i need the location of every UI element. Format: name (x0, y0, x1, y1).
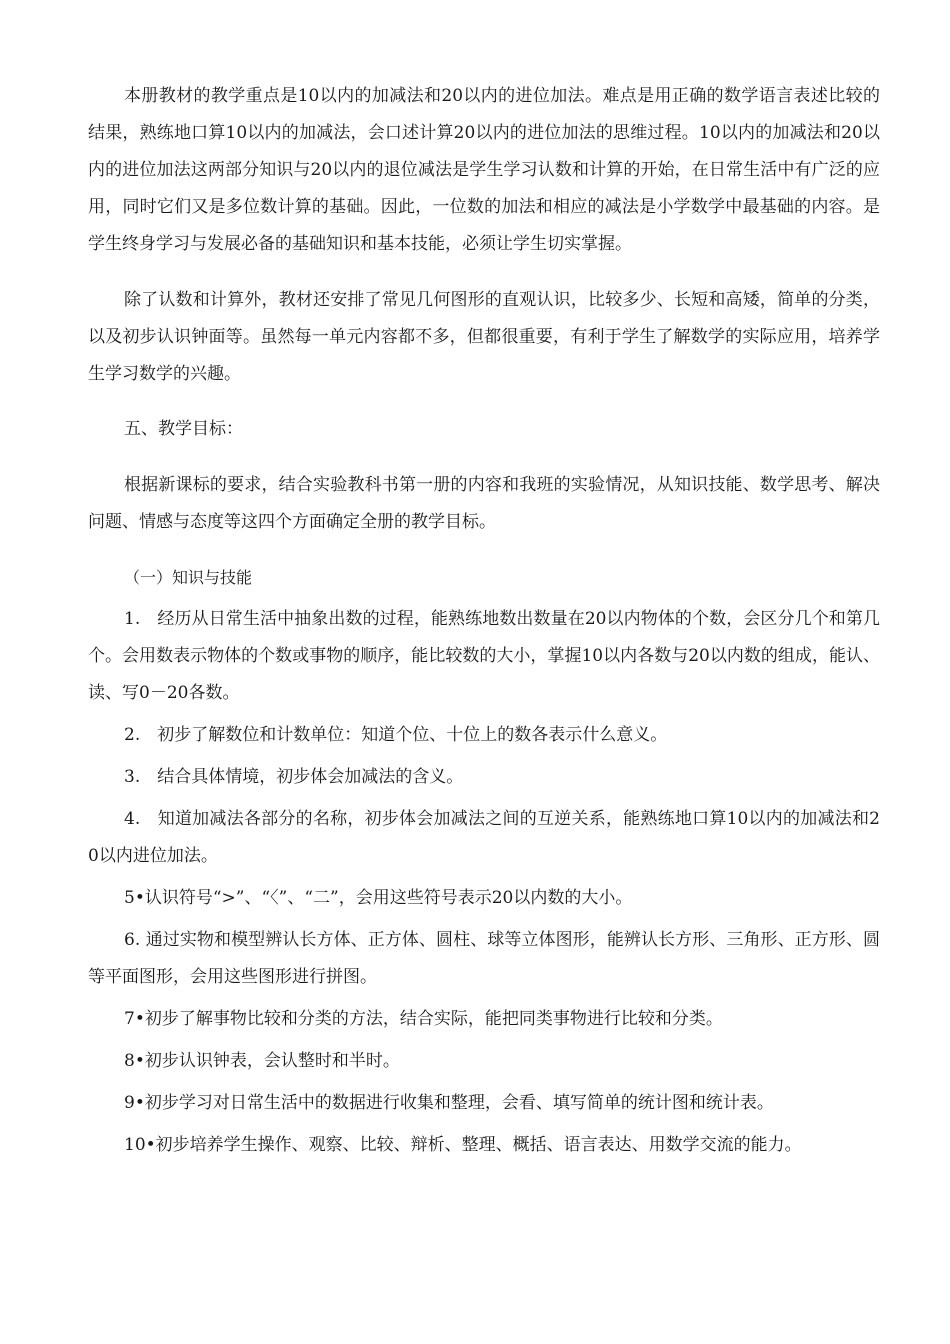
paragraph-teaching-focus: 本册教材的教学重点是10以内的加减法和20以内的进位加法。难点是用正确的数学语言表述比较的结果，熟练地口算10以内的加减法，会口述计算20以内的进位加法的思维过程。10以内的加减法和20以内的进位加法这两部分知识与20以内的退位减法是学生学习认数和计算的开始，在日常生活中有广泛的应用，同时它们又是多位数计算的基础。因此，一位数的加法和相应的减法是小学数学中最基础的内容。是学生终身学习与发展必备的基础知识和基本技能，必须让学生切实掌握。 (88, 86, 880, 254)
section-heading-teaching-goals: 五、教学目标： (124, 419, 243, 439)
list-item-5: 5•认识符号“>”、“〈”、“二”，会用这些符号表示20以内数的大小。 (124, 888, 633, 908)
list-item-4: 4. 知道加减法各部分的名称，初步体会加减法之间的互逆关系，能熟练地口算10以内的加减法和20以内进位加法。 (88, 809, 880, 866)
list-item-6: 6. 通过实物和模型辨认长方体、正方体、圆柱、球等立体图形，能辨认长方形、三角形、正方形、圆等平面图形，会用这些图形进行拼图。 (88, 930, 880, 987)
subheading-knowledge-skills: （一）知识与技能 (124, 568, 253, 587)
list-item-9: 9•初步学习对日常生活中的数据进行收集和整理，会看、填写简单的统计图和统计表。 (124, 1093, 774, 1113)
list-item-8: 8•初步认识钟表，会认整时和半时。 (124, 1051, 400, 1071)
list-item-2: 2. 初步了解数位和计数单位：知道个位、十位上的数各表示什么意义。 (124, 725, 668, 745)
list-item-7: 7•初步了解事物比较和分类的方法，结合实际，能把同类事物进行比较和分类。 (124, 1009, 723, 1029)
list-item-3: 3. 结合具体情境，初步体会加减法的含义。 (124, 767, 464, 787)
list-item-1: 1. 经历从日常生活中抽象出数的过程，能熟练地数出数量在20以内物体的个数，会区分几个和第几个。会用数表示物体的个数或事物的顺序，能比较数的大小，掌握10以内各数与20以内数的组成，能认、读、写0－20各数。 (88, 609, 880, 703)
list-item-10: 10•初步培养学生操作、观察、比较、辩析、整理、概括、语言表达、用数学交流的能力。 (124, 1135, 802, 1155)
paragraph-goals-intro: 根据新课标的要求，结合实验教科书第一册的内容和我班的实验情况，从知识技能、数学思考、解决问题、情感与态度等这四个方面确定全册的教学目标。 (88, 475, 880, 532)
paragraph-geometry-content: 除了认数和计算外，教材还安排了常见几何图形的直观认识，比较多少、长短和高矮，简单的分类，以及初步认识钟面等。虽然每一单元内容都不多，但都很重要，有利于学生了解数学的实际应用，培养学生学习数学的兴趣。 (88, 290, 880, 384)
